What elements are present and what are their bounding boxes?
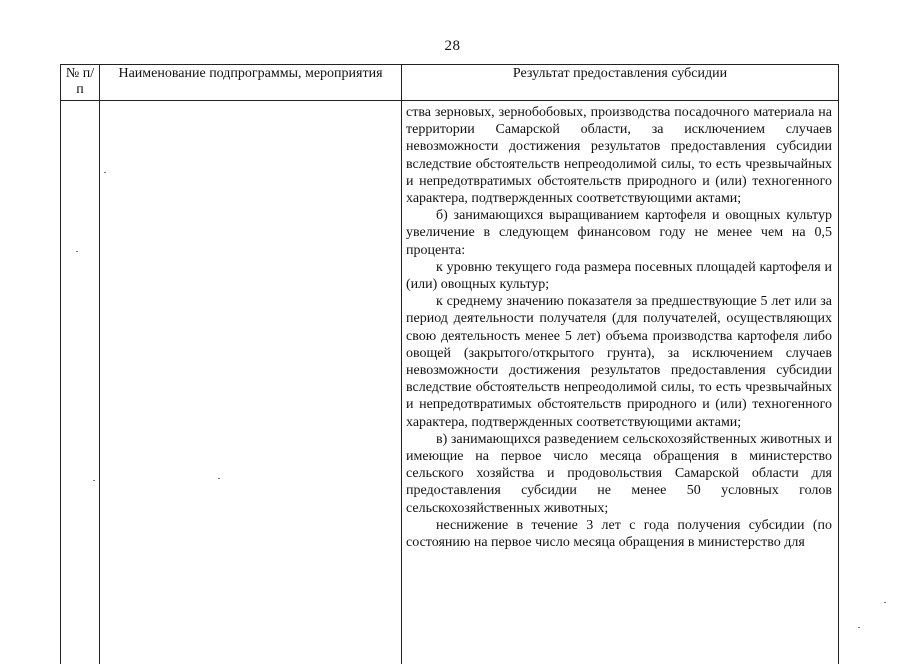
cell-result — [402, 101, 839, 664]
result-text — [402, 101, 838, 551]
table-row — [61, 101, 839, 664]
scan-speck — [858, 627, 860, 628]
cell-number — [61, 101, 100, 664]
table-header-row — [61, 65, 839, 101]
cell-name — [100, 101, 402, 664]
header-name: Наименование подпрограммы, мероприятия — [100, 65, 402, 101]
paragraph: к уровню текущего года размера посевных площадей картофеля и (или) овощных культур; — [406, 259, 832, 293]
paragraph: к среднему значению показателя за предшествующие 5 лет или за период деятельности получателя (для получателей, осуществляющих свою деятельность менее 5 лет) объема производства картофеля либо овощей (закрытого/открытого грунта), за исключением случаев невозможности достижения результатов предоставления субсидии вследствие обстоятельств непреодолимой силы, то есть чрезвычайных и непредотвратимых обстоятельств природного и (или) техногенного характера, подтвержденных соответствующими актами; — [406, 293, 832, 431]
header-number: № п/п — [61, 65, 100, 101]
scan-speck — [104, 172, 106, 173]
paragraph: в) занимающихся разведением сельскохозяйственных животных и имеющие на первое число месяца обращения в министерство сельского хозяйства и продовольствия Самарской области для предоставления субсидии не менее 50 условных голов сельскохозяйственных животных; — [406, 431, 832, 517]
subsidy-table — [60, 64, 839, 664]
paragraph: б) занимающихся выращиванием картофеля и овощных культур увеличение в следующем финансовом году не менее чем на 0,5 процента: — [406, 207, 832, 259]
scan-speck — [218, 478, 220, 479]
scan-speck — [884, 602, 886, 603]
scan-speck — [93, 480, 95, 481]
scan-speck — [76, 251, 78, 252]
paragraph: ства зерновых, зернобобовых, производства посадочного материала на территории Самарской области, за исключением случаев невозможности достижения результатов предоставления субсидии вследствие обстоятельств непреодолимой силы, то есть чрезвычайных и непредотвратимых обстоятельств природного и (или) техногенного характера, подтвержденных соответствующими актами; — [406, 104, 832, 207]
header-result: Результат предоставления субсидии — [402, 65, 839, 101]
paragraph: неснижение в течение 3 лет с года получения субсидии (по состоянию на первое число месяца обращения в министерство для — [406, 517, 832, 551]
page-number: 28 — [0, 38, 905, 55]
